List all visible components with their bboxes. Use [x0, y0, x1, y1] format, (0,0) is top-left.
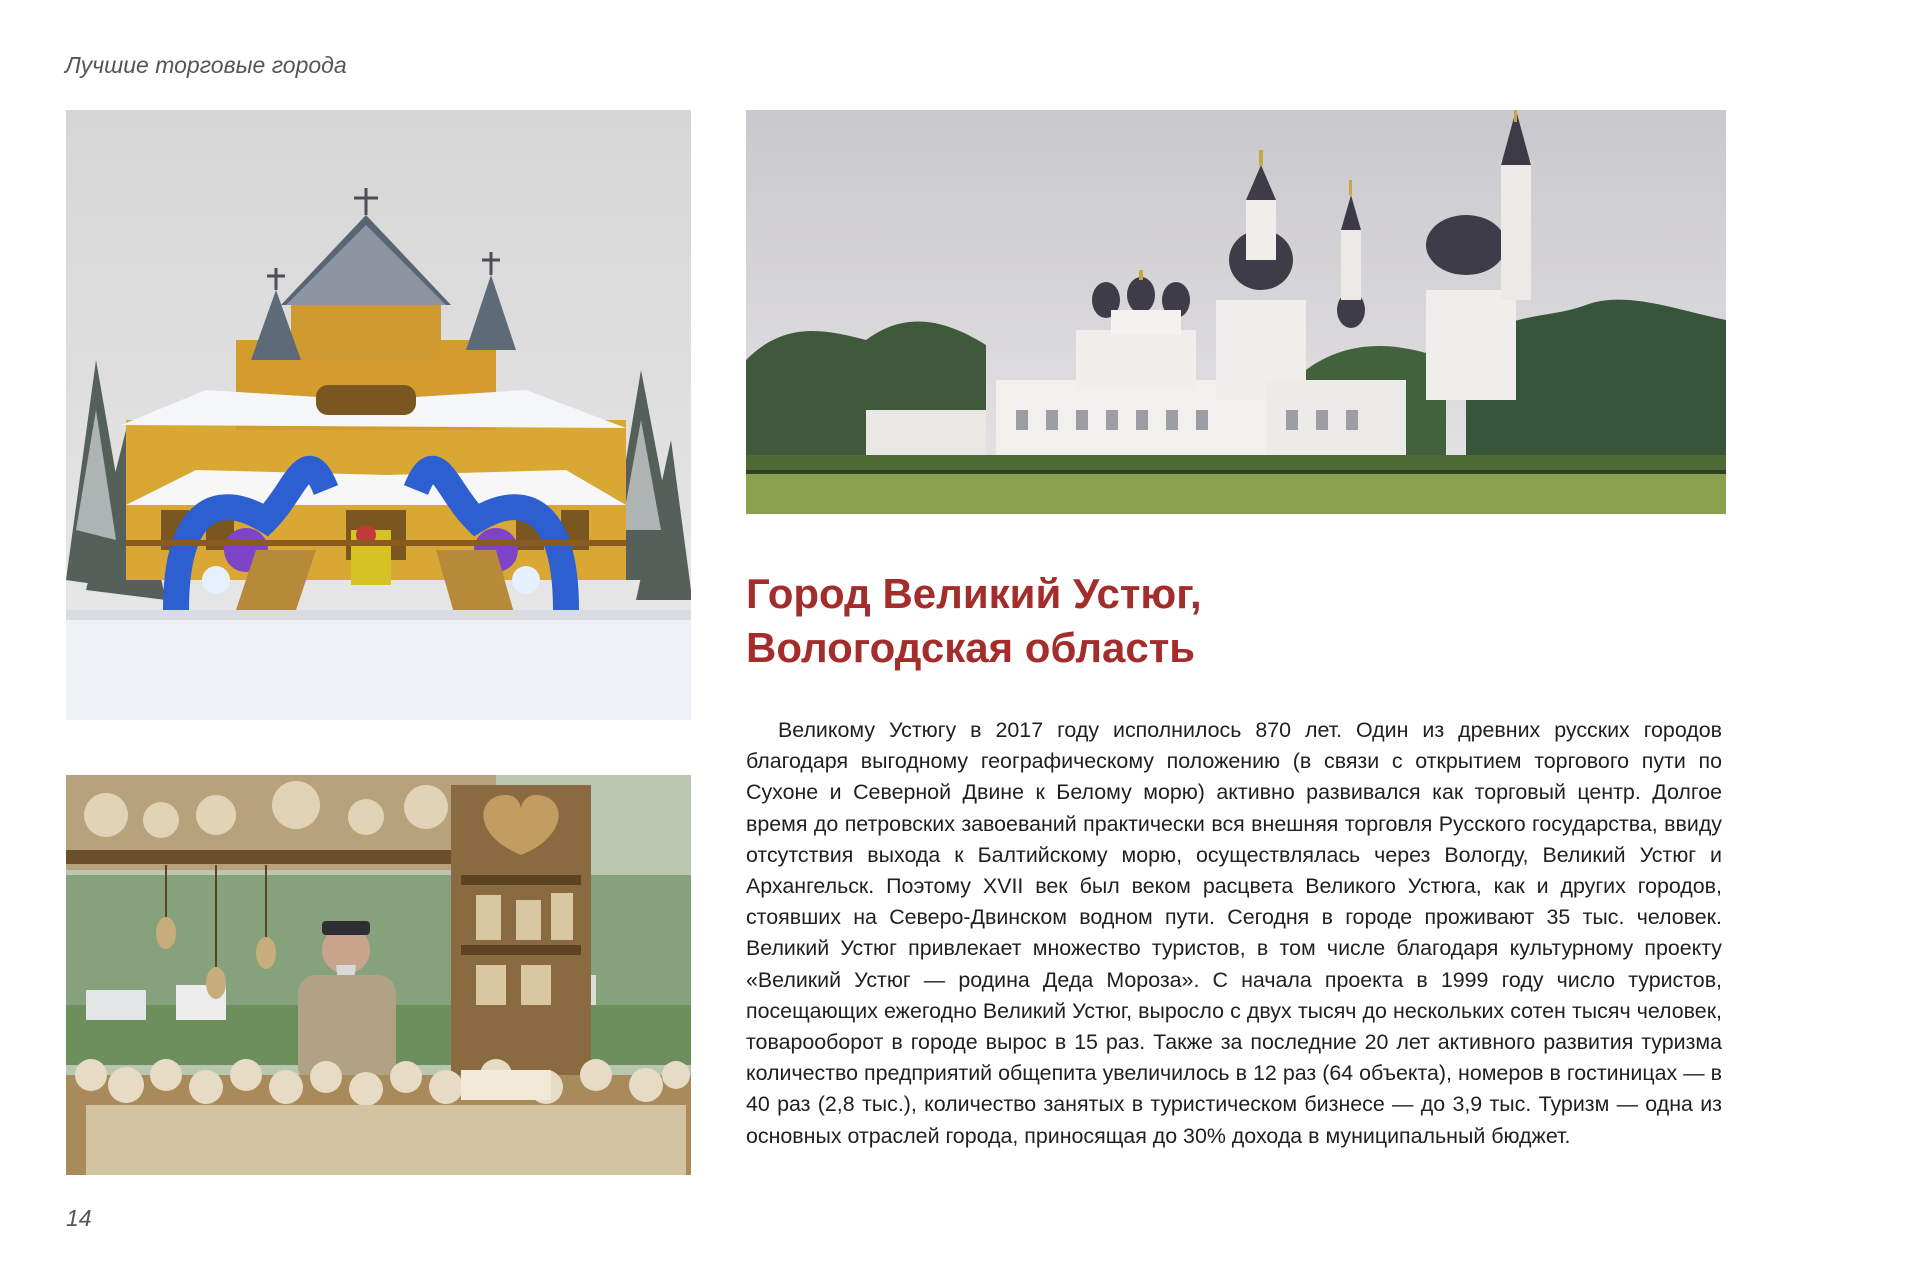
article-body: Великому Устюгу в 2017 году исполнилось 870 лет. Один из древних русских городов благодаря выгодному географическому положению (в связи с открытием торгового пути по Сухоне и Северной Двине к Белому морю) активно развивался как торговый центр. Долгое время до петровских завоеваний практически вся внешняя торговля Русского государства, ввиду отсутствия выхода к Балтийскому морю, осуществлялась через Вологду, Великий Устюг и Архангельск. Поэтому XVII век был веком расцвета Великого Устюга, как и других городов, стоявших на Северо-Двинском водном пути. Сегодня в городе проживают 35 тыс. человек. Великий Устюг привлекает множество туристов, в том числе благодаря культурному проекту «Великий Устюг — родина Деда Мороза». С начала проекта в 1999 году число туристов, посещающих ежегодно Великий Устюг, выросло с двух тысяч до нескольких сотен тысяч человек, товарооборот в городе вырос в 15 раз. Также за последние 20 лет активного развития туризма количество предприятий общепита увеличилось в 12 раз (64 объекта), номеров в гостиницах — в 40 раз (2,8 тыс.), количество занятых в туристическом бизнесе — до 3,9 тыс. Туризм — одна из основных отраслей города, приносящая до 30% дохода в муниципальный бюджет.: [746, 718, 1722, 1148]
title-line-2: Вологодская область: [746, 624, 1196, 671]
title-line-1: Город Великий Устюг,: [746, 570, 1202, 617]
page-number: 14: [66, 1205, 92, 1231]
article-title: [746, 567, 1746, 675]
fair-photo: [66, 775, 691, 1175]
residence-photo: [66, 110, 691, 720]
panorama-photo: [746, 110, 1726, 514]
running-header: Лучшие торговые города: [65, 52, 347, 78]
